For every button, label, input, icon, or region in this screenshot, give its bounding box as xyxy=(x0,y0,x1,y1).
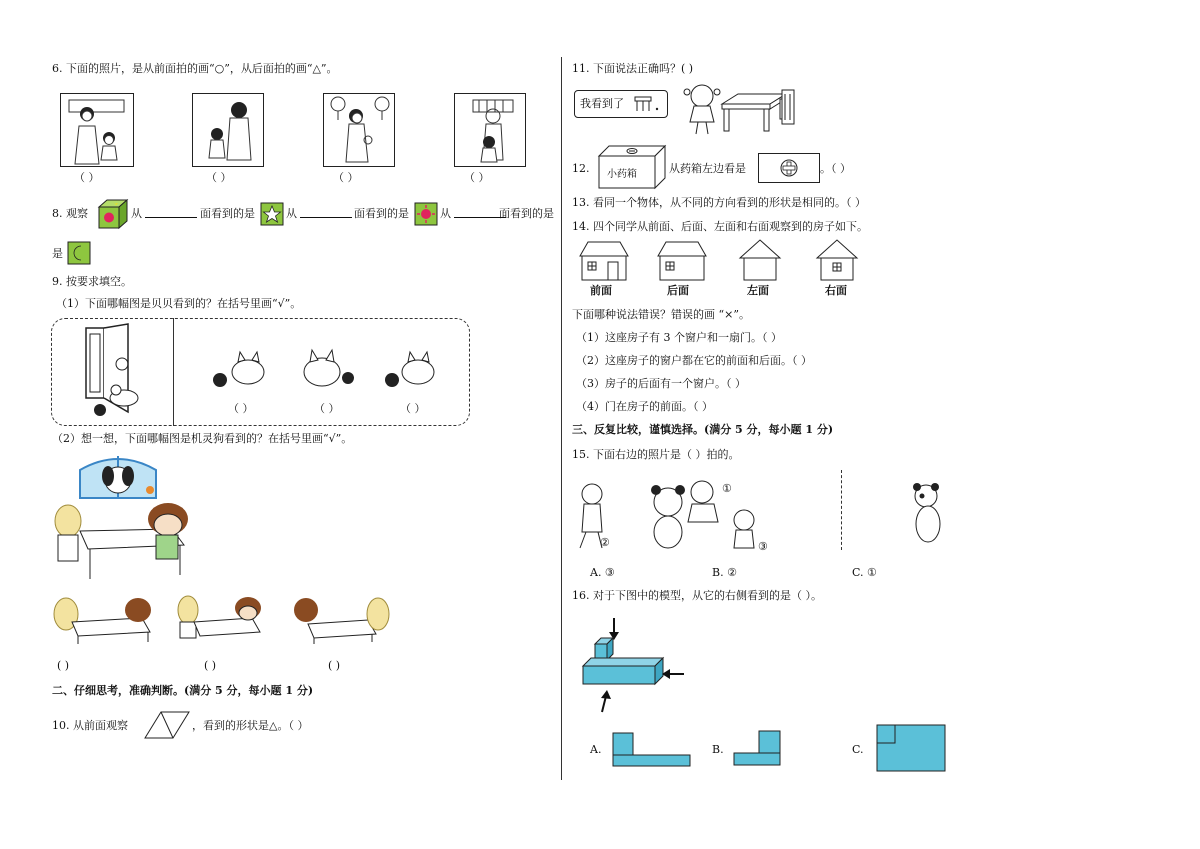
q6-text: 6. 下面的照片，是从前面拍的画“○”，从后面拍的画“△”。 xyxy=(52,62,338,75)
q8-lead: 8. 观察 xyxy=(52,207,88,220)
q14-item-3[interactable]: （3）房子的后面有一个窗户。（ ） xyxy=(576,377,746,390)
q9-frame-divider xyxy=(173,318,174,426)
q6-answer-2[interactable]: （ ） xyxy=(206,171,232,184)
door-cat-scene xyxy=(80,324,150,420)
q8-is: 是 xyxy=(52,247,63,260)
q9-p1-answer-2[interactable]: （ ） xyxy=(314,402,340,415)
q16-text: 16. 对于下图中的模型，从它的右侧看到的是（ ）。 xyxy=(572,589,822,602)
q16-option-b[interactable]: B. xyxy=(712,743,724,756)
photo-4-drawing xyxy=(455,94,525,166)
q9-p2-answer-2[interactable]: ( ) xyxy=(204,659,217,672)
table-kids-scene xyxy=(50,503,190,587)
cat-view-2 xyxy=(298,350,354,390)
photo-2 xyxy=(192,93,264,167)
section-3-heading: 三、反复比较，谨慎选择。(满分 5 分，每小题 1 分) xyxy=(572,423,834,436)
q9-p2-answer-1[interactable]: ( ) xyxy=(57,659,70,672)
q12-after: 。（ ） xyxy=(820,162,851,175)
house-label-right: 右面 xyxy=(825,284,847,297)
q15-option-b[interactable]: B. ② xyxy=(712,566,737,579)
option-a-shape xyxy=(612,732,692,768)
q12-middle: 从药箱左边看是 xyxy=(669,162,746,175)
cross-circle-icon xyxy=(779,158,799,178)
q8-from-2: 从 xyxy=(286,207,297,220)
q8-from-3: 从 xyxy=(440,207,451,220)
stool-icon xyxy=(633,95,661,113)
house-label-left: 左面 xyxy=(747,284,769,297)
photographer-mark-3: ③ xyxy=(758,540,768,553)
panda-photo xyxy=(908,482,948,546)
house-label-front: 前面 xyxy=(590,284,612,297)
photographer-mark-1: ① xyxy=(722,482,732,495)
sticker-cube-icon xyxy=(97,199,129,229)
q8-seen-3: 面看到的是 xyxy=(499,207,554,220)
house-left xyxy=(738,238,782,282)
option-c-shape xyxy=(876,724,948,774)
cat-view-3 xyxy=(384,350,440,390)
section-2-heading: 二、仔细思考，准确判断。(满分 5 分，每小题 1 分) xyxy=(52,684,314,697)
speech-bubble xyxy=(574,90,668,118)
q14-question: 下面哪种说法错误？错误的画 “×”。 xyxy=(572,308,750,321)
q8-seen-2: 面看到的是 xyxy=(354,207,409,220)
triangular-prism-icon xyxy=(143,708,191,740)
cat-view-1 xyxy=(212,350,268,390)
table-chair-3d xyxy=(720,90,800,136)
q16-option-c[interactable]: C. xyxy=(852,743,864,756)
q15-dashed-divider xyxy=(841,470,842,550)
column-divider xyxy=(561,57,562,780)
block-model-3d xyxy=(580,618,690,716)
q6-answer-4[interactable]: （ ） xyxy=(464,171,490,184)
q9-title: 9. 按要求填空。 xyxy=(52,275,132,288)
house-front xyxy=(578,240,630,282)
q14-item-1[interactable]: （1）这座房子有 3 个窗户和一扇门。（ ） xyxy=(576,331,782,344)
q8-blank-2[interactable] xyxy=(300,207,352,222)
q9-part2: （2）想一想，下面哪幅图是机灵狗看到的？在括号里画“√”。 xyxy=(52,432,353,445)
girl-figure xyxy=(682,82,722,136)
q9-p1-answer-3[interactable]: （ ） xyxy=(400,402,426,415)
q13-text: 13. 看同一个物体，从不同的方向看到的形状是相同的。（ ） xyxy=(572,196,866,209)
q14-item-2[interactable]: （2）这座房子的窗户都在它的前面和后面。（ ） xyxy=(576,354,812,367)
house-right xyxy=(815,238,859,282)
photo-1-drawing xyxy=(61,94,133,166)
q6-answer-3[interactable]: （ ） xyxy=(333,171,359,184)
moon-sticker-icon xyxy=(67,241,91,265)
table-view-2 xyxy=(176,596,276,644)
box-left-view xyxy=(758,153,820,183)
q8-blank-1[interactable] xyxy=(145,207,197,222)
house-back xyxy=(656,240,708,282)
q9-part1: （1）下面哪幅图是贝贝看到的？在括号里画“√”。 xyxy=(56,297,302,310)
photographer-mark-2: ② xyxy=(600,536,610,549)
q6-answer-1[interactable]: （ ） xyxy=(74,171,100,184)
house-label-back: 后面 xyxy=(667,284,689,297)
table-view-1 xyxy=(52,596,152,644)
sun-sticker-icon xyxy=(414,202,438,226)
q10-before: 10. 从前面观察 xyxy=(52,719,128,732)
q14-item-4[interactable]: （4）门在房子的前面。（ ） xyxy=(576,400,713,413)
table-view-3 xyxy=(292,596,392,644)
q12-number: 12. xyxy=(572,162,590,175)
q15-option-a[interactable]: A. ③ xyxy=(590,566,615,579)
q8-from-1: 从 xyxy=(131,207,142,220)
option-b-shape xyxy=(733,730,783,768)
star-sticker-icon xyxy=(260,202,284,226)
medicine-box-label: 小药箱 xyxy=(607,169,637,180)
q9-p1-answer-1[interactable]: （ ） xyxy=(228,402,254,415)
q14-text: 14. 四个同学从前面、后面、左面和右面观察到的房子如下。 xyxy=(572,220,868,233)
window-dog-scene xyxy=(78,454,158,500)
photo-2-drawing xyxy=(193,94,263,166)
photo-3-drawing xyxy=(324,94,394,166)
q15-text: 15. 下面右边的照片是（ ）拍的。 xyxy=(572,448,740,461)
q15-option-c[interactable]: C. ① xyxy=(852,566,877,579)
photo-3 xyxy=(323,93,395,167)
medicine-box-3d xyxy=(597,144,667,190)
q9-p2-answer-3[interactable]: ( ) xyxy=(328,659,341,672)
speech-bubble-text: 我看到了 xyxy=(580,97,624,110)
q8-seen-1: 面看到的是 xyxy=(200,207,255,220)
photo-1 xyxy=(60,93,134,167)
q16-option-a[interactable]: A. xyxy=(590,743,602,756)
photo-4 xyxy=(454,93,526,167)
q10-after: ，看到的形状是△。（ ） xyxy=(192,719,309,732)
q11-text: 11. 下面说法正确吗？( ) xyxy=(572,62,694,75)
